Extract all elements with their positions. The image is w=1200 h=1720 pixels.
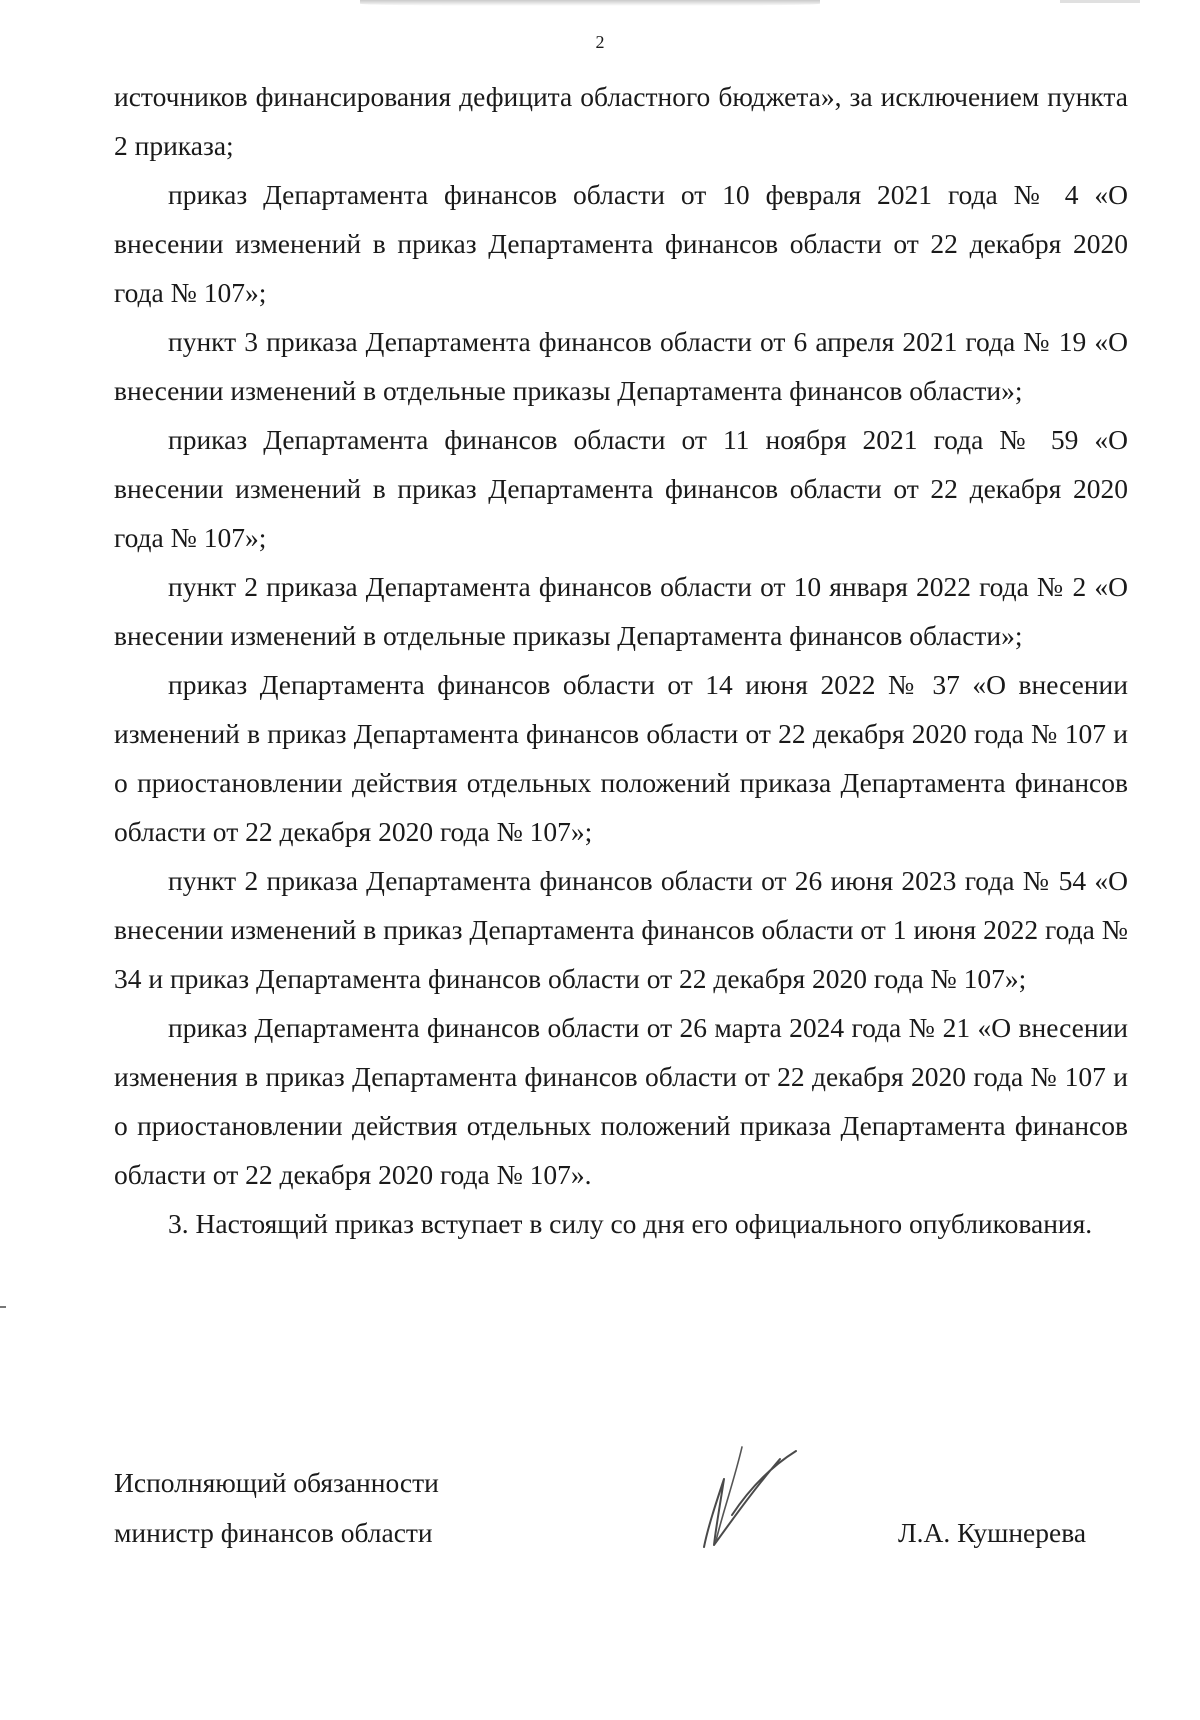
margin-mark xyxy=(0,1306,6,1308)
paragraph-order-feb-2021: приказ Департамента финансов области от 10 февраля 2021 года № 4 «О внесении изменений в приказ Департамента финансов области от 22 декабря 2020 года № 107»; xyxy=(114,179,1128,308)
paragraph-order-apr-2021: пункт 3 приказа Департамента финансов области от 6 апреля 2021 года № 19 «О внесении изменений в отдельные приказы Департамента финансов области»; xyxy=(114,326,1128,406)
signer-position-line-2: министр финансов области xyxy=(114,1517,433,1548)
paragraph-effective-date: 3. Настоящий приказ вступает в силу со дня его официального опубликования. xyxy=(168,1208,1093,1239)
page-number: 2 xyxy=(595,32,605,52)
document-body xyxy=(114,72,1128,1248)
handwritten-signature xyxy=(672,1445,802,1555)
paragraph-order-jun-2022: приказ Департамента финансов области от 14 июня 2022 № 37 «О внесении изменений в приказ Департамента финансов области от 22 декабря 2020 года № 107 и о приостановлении действия отдельных положений приказа Департамента финансов области от 22 декабря 2020 года № 107»; xyxy=(114,669,1128,847)
scan-shadow-right xyxy=(1060,0,1140,3)
paragraph-order-jun-2023: пункт 2 приказа Департамента финансов области от 26 июня 2023 года № 54 «О внесении изменений в приказ Департамента финансов области от 1 июня 2022 года № 34 и приказ Департамента финансов области от 22 декабря 2020 года № 107»; xyxy=(114,865,1128,994)
paragraph-order-mar-2024: приказ Департамента финансов области от 26 марта 2024 года № 21 «О внесении изменения в приказ Департамента финансов области от 22 декабря 2020 года № 107 и о приостановлении действия отдельных положений приказа Департамента финансов области от 22 декабря 2020 года № 107». xyxy=(114,1012,1128,1190)
paragraph-continuation: источников финансирования дефицита областного бюджета», за исключением пункта 2 приказа; xyxy=(114,81,1128,161)
signer-position xyxy=(114,1458,439,1558)
paragraph-order-jan-2022: пункт 2 приказа Департамента финансов области от 10 января 2022 года № 2 «О внесении изменений в отдельные приказы Департамента финансов области»; xyxy=(114,571,1128,651)
paragraph-order-nov-2021: приказ Департамента финансов области от 11 ноября 2021 года № 59 «О внесении изменений в приказ Департамента финансов области от 22 декабря 2020 года № 107»; xyxy=(114,424,1128,553)
signer-position-line-1: Исполняющий обязанности xyxy=(114,1467,439,1498)
signer-name: Л.А. Кушнерева xyxy=(898,1517,1087,1548)
scan-shadow xyxy=(360,0,820,6)
